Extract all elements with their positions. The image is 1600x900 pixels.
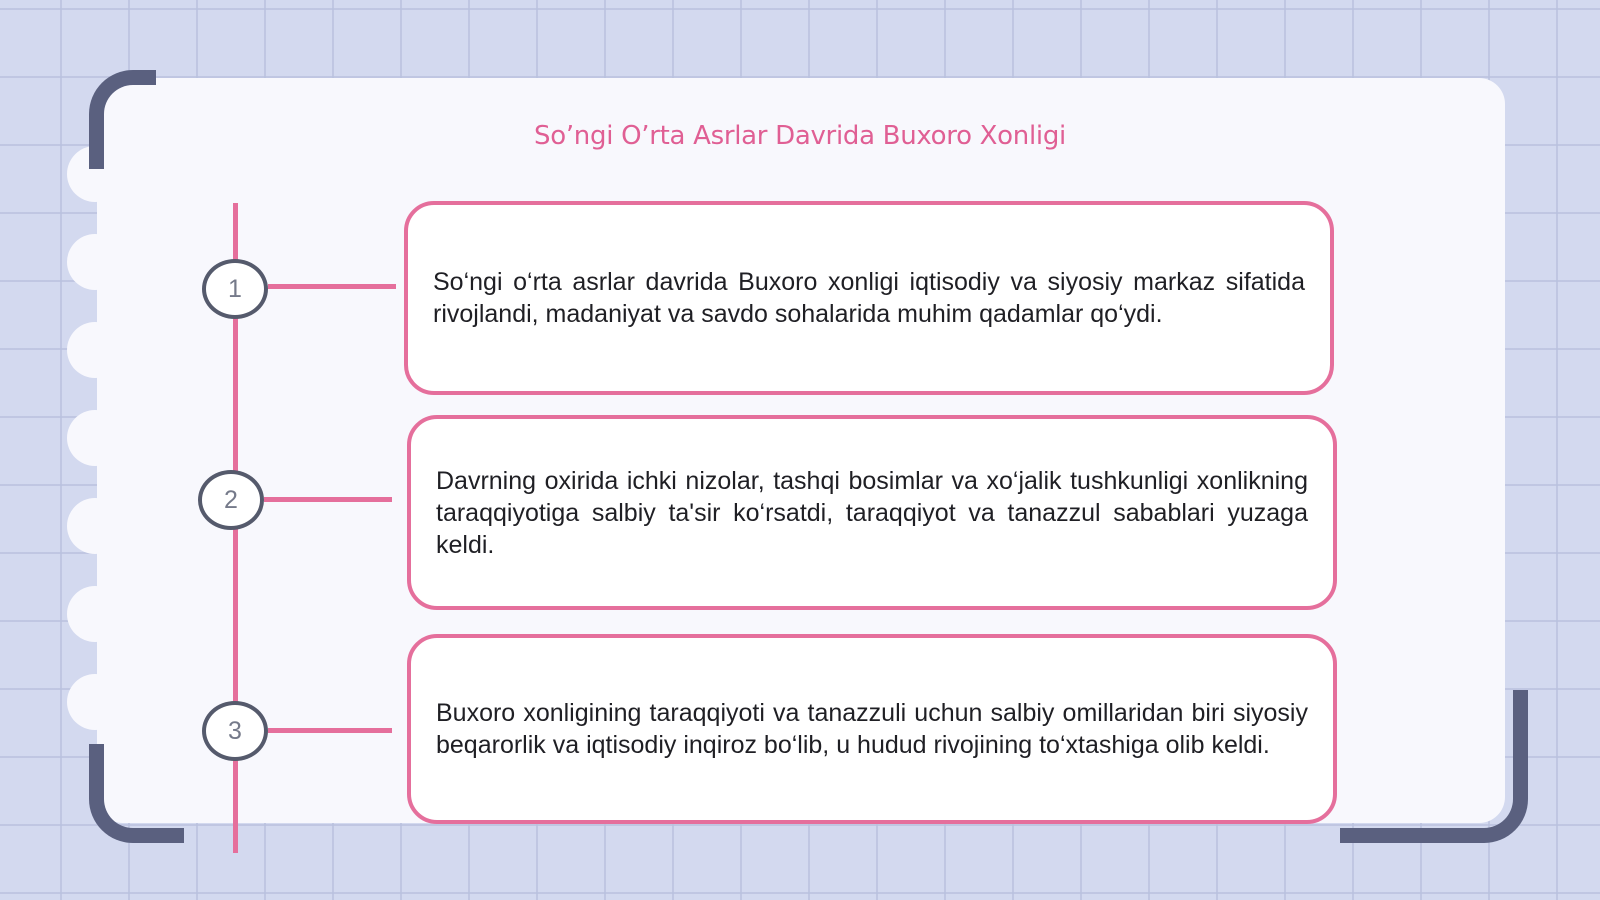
frame-corner-top-left <box>89 70 156 169</box>
notebook-scallop <box>67 322 123 378</box>
step-card-2 <box>407 415 1337 610</box>
slide-title: So’ngi O’rta Asrlar Davrida Buxoro Xonligi <box>534 121 1066 151</box>
step-text-2: Davrning oxirida ichki nizolar, tashqi bosimlar va xo‘jalik tushkunligi xonlikning taraqqiyotiga salbiy ta'sir ko‘rsatdi, taraqqiyot va tanazzul sabablari yuzaga keldi. <box>436 466 1308 559</box>
frame-corner-bottom-left <box>89 744 184 843</box>
step-number-3: 3 <box>202 701 268 761</box>
step-connector-3 <box>268 728 392 733</box>
notebook-scallop <box>67 410 123 466</box>
notebook-scallop <box>67 586 123 642</box>
step-text-3: Buxoro xonligining taraqqiyoti va tanazzuli uchun salbiy omillaridan biri siyosiy beqarorlik va iqtisodiy inqiroz bo‘lib, u hudud rivojining to‘xtashiga olib keldi. <box>436 699 1308 759</box>
frame-corner-bottom-right <box>1340 690 1528 843</box>
notebook-scallop <box>67 674 123 730</box>
step-card-1 <box>404 201 1334 395</box>
step-number-1: 1 <box>202 259 268 319</box>
step-number-2: 2 <box>198 470 264 530</box>
step-text-1: So‘ngi o‘rta asrlar davrida Buxoro xonligi iqtisodiy va siyosiy markaz sifatida rivojlandi, madaniyat va savdo sohalarida muhim qadamlar qo‘ydi. <box>433 268 1305 328</box>
notebook-scallop <box>67 498 123 554</box>
step-card-3 <box>407 634 1337 824</box>
step-connector-1 <box>268 284 396 289</box>
step-connector-2 <box>264 497 392 502</box>
notebook-scallop <box>67 234 123 290</box>
